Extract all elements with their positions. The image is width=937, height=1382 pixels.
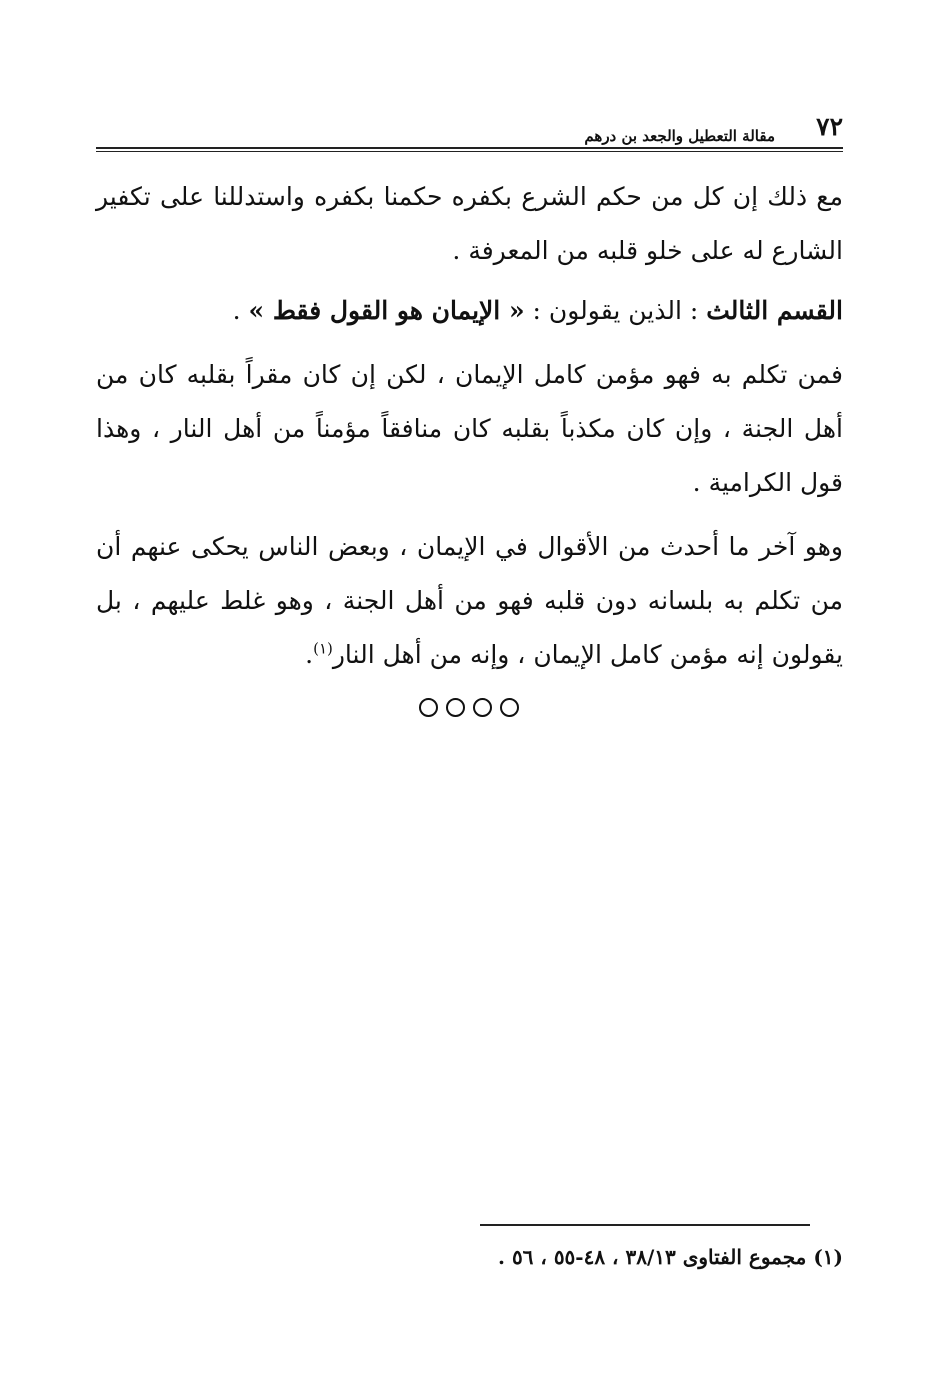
paragraph-3: فمن تكلم به فهو مؤمن كامل الإيمان ، لكن إن كان مقراً بقلبه كان من أهل الجنة ، وإن كان مكذباً بقلبه كان منافقاً مؤمناً من أهل النار ، وهذا قول الكرامية . <box>96 360 843 497</box>
paragraph-2 <box>96 284 843 338</box>
separator-circle-icon <box>500 698 519 717</box>
footnote-rule <box>480 1224 810 1226</box>
paragraph-1: مع ذلك إن كل من حكم الشرع بكفره حكمنا بكفره واستدللنا على تكفير الشارع له على خلو قلبه من المعرفة . <box>96 182 843 265</box>
paragraph-4-end: . <box>305 640 314 669</box>
running-title: مقالة التعطيل والجعد بن درهم <box>584 127 775 145</box>
page-number: ٧٢ <box>816 112 843 141</box>
main-text <box>96 170 843 682</box>
footnote-reference: (١) <box>313 639 333 658</box>
section-separator <box>0 698 937 717</box>
quoted-statement: « الإيمان هو القول فقط » <box>248 296 525 325</box>
header-rule <box>96 147 843 152</box>
section-label: القسم الثالث <box>706 296 843 325</box>
separator-circle-icon <box>446 698 465 717</box>
paragraph-2-text: : الذين يقولون : <box>524 296 707 325</box>
paragraph-2-end: . <box>232 296 249 325</box>
footnote: (١) مجموع الفتاوى ٣٨/١٣ ، ٤٨-٥٥ ، ٥٦ . <box>498 1245 843 1269</box>
page-header <box>96 112 843 152</box>
separator-circle-icon <box>419 698 438 717</box>
paragraph-4-text: وهو آخر ما أحدث من الأقوال في الإيمان ، وبعض الناس يحكى عنهم أن من تكلم به بلسانه دون قلبه فهو من أهل الجنة ، وهو غلط عليهم ، بل يقولون إنه مؤمن كامل الإيمان ، وإنه من أهل النار <box>96 532 843 669</box>
paragraph-4 <box>96 520 843 682</box>
separator-circle-icon <box>473 698 492 717</box>
